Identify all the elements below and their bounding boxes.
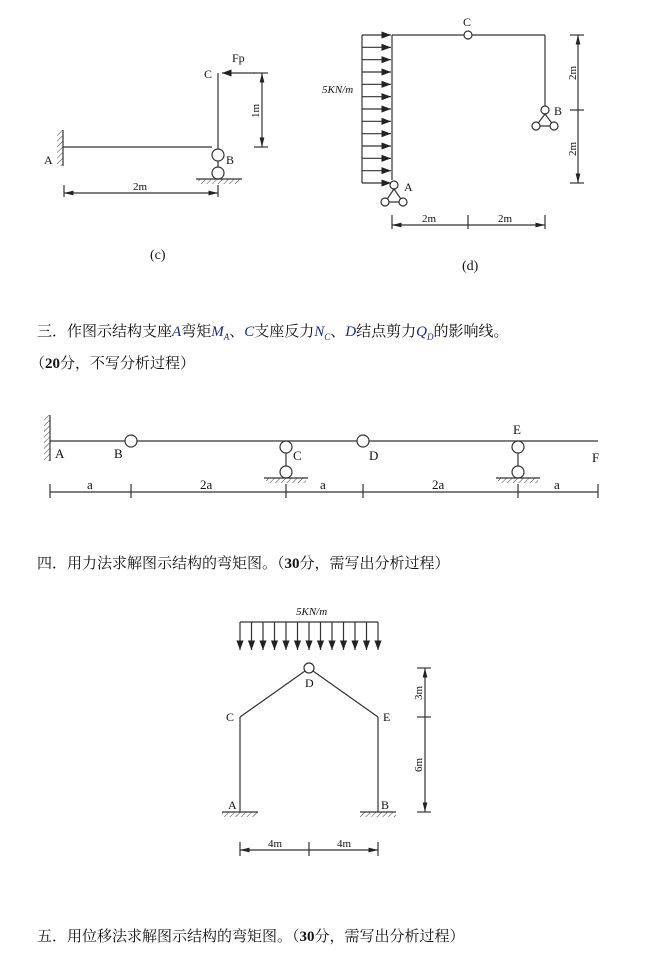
label-c: C bbox=[204, 67, 213, 81]
dim-v1: 3m bbox=[413, 685, 425, 700]
label-d: D bbox=[369, 448, 379, 463]
dim-2: 2a bbox=[200, 477, 213, 492]
dim-h1: 2m bbox=[422, 213, 437, 225]
figure-beam bbox=[44, 415, 599, 498]
q3-text: 三．作图示结构支座 bbox=[37, 322, 173, 340]
dim-h1: 4m bbox=[268, 838, 283, 850]
question-5: 五．用位移法求解图示结构的弯矩图。（30分，需写出分析过程） bbox=[37, 927, 465, 945]
q3-text: 支座反力 bbox=[254, 322, 315, 340]
dim-v2: 2m bbox=[567, 141, 579, 156]
dim-4: 2a bbox=[432, 477, 445, 492]
label-a: A bbox=[228, 798, 237, 812]
question-4: 四．用力法求解图示结构的弯矩图。（30分，需写出分析过程） bbox=[37, 554, 450, 572]
label-e: E bbox=[383, 710, 391, 724]
question-3-score: （20分，不写分析过程） bbox=[30, 354, 196, 372]
var-nc: $N_C$ bbox=[314, 324, 331, 342]
label-b: B bbox=[114, 446, 123, 461]
figure-c bbox=[44, 51, 268, 263]
var-ma: $M_A$ bbox=[211, 324, 230, 342]
label-e: E bbox=[513, 422, 521, 437]
q3-text: 、 bbox=[330, 322, 346, 340]
dim-1m: 1m bbox=[250, 103, 262, 118]
caption-c: (c) bbox=[150, 248, 166, 263]
dim-v1: 2m bbox=[567, 65, 579, 80]
figure-d bbox=[322, 15, 584, 274]
label-b: B bbox=[554, 104, 563, 118]
var-qd: $Q_D$ bbox=[416, 324, 434, 342]
dim-1: a bbox=[87, 477, 93, 492]
label-b: B bbox=[381, 798, 390, 812]
label-c: C bbox=[226, 710, 235, 724]
dim-2m: 2m bbox=[133, 181, 148, 193]
question-3 bbox=[37, 320, 509, 342]
var-c: C bbox=[244, 324, 255, 340]
label-a: A bbox=[404, 180, 413, 194]
label-b: B bbox=[226, 153, 235, 167]
q3-text: 的影响线。 bbox=[433, 322, 509, 340]
label-a: A bbox=[44, 153, 53, 167]
var-a: A bbox=[172, 324, 182, 340]
var-d: D bbox=[345, 324, 357, 340]
dim-h2: 4m bbox=[337, 838, 352, 850]
label-f: F bbox=[592, 450, 600, 465]
q3-text: 弯矩 bbox=[181, 322, 212, 340]
q3-text: 、 bbox=[229, 322, 245, 340]
dim-5: a bbox=[554, 477, 560, 492]
q3-text: 结点剪力 bbox=[356, 322, 417, 340]
label-a: A bbox=[55, 446, 65, 461]
load-label: 5KN/m bbox=[322, 84, 354, 96]
label-d: D bbox=[305, 676, 314, 690]
label-c: C bbox=[293, 448, 302, 463]
load-label: 5KN/m bbox=[296, 606, 328, 618]
caption-d: (d) bbox=[462, 259, 479, 274]
dim-h2: 2m bbox=[498, 213, 513, 225]
load-fp: Fp bbox=[232, 51, 245, 65]
label-c: C bbox=[463, 15, 472, 29]
dim-v2: 6m bbox=[413, 757, 425, 772]
figure-frame bbox=[222, 606, 431, 856]
dim-3: a bbox=[320, 477, 326, 492]
